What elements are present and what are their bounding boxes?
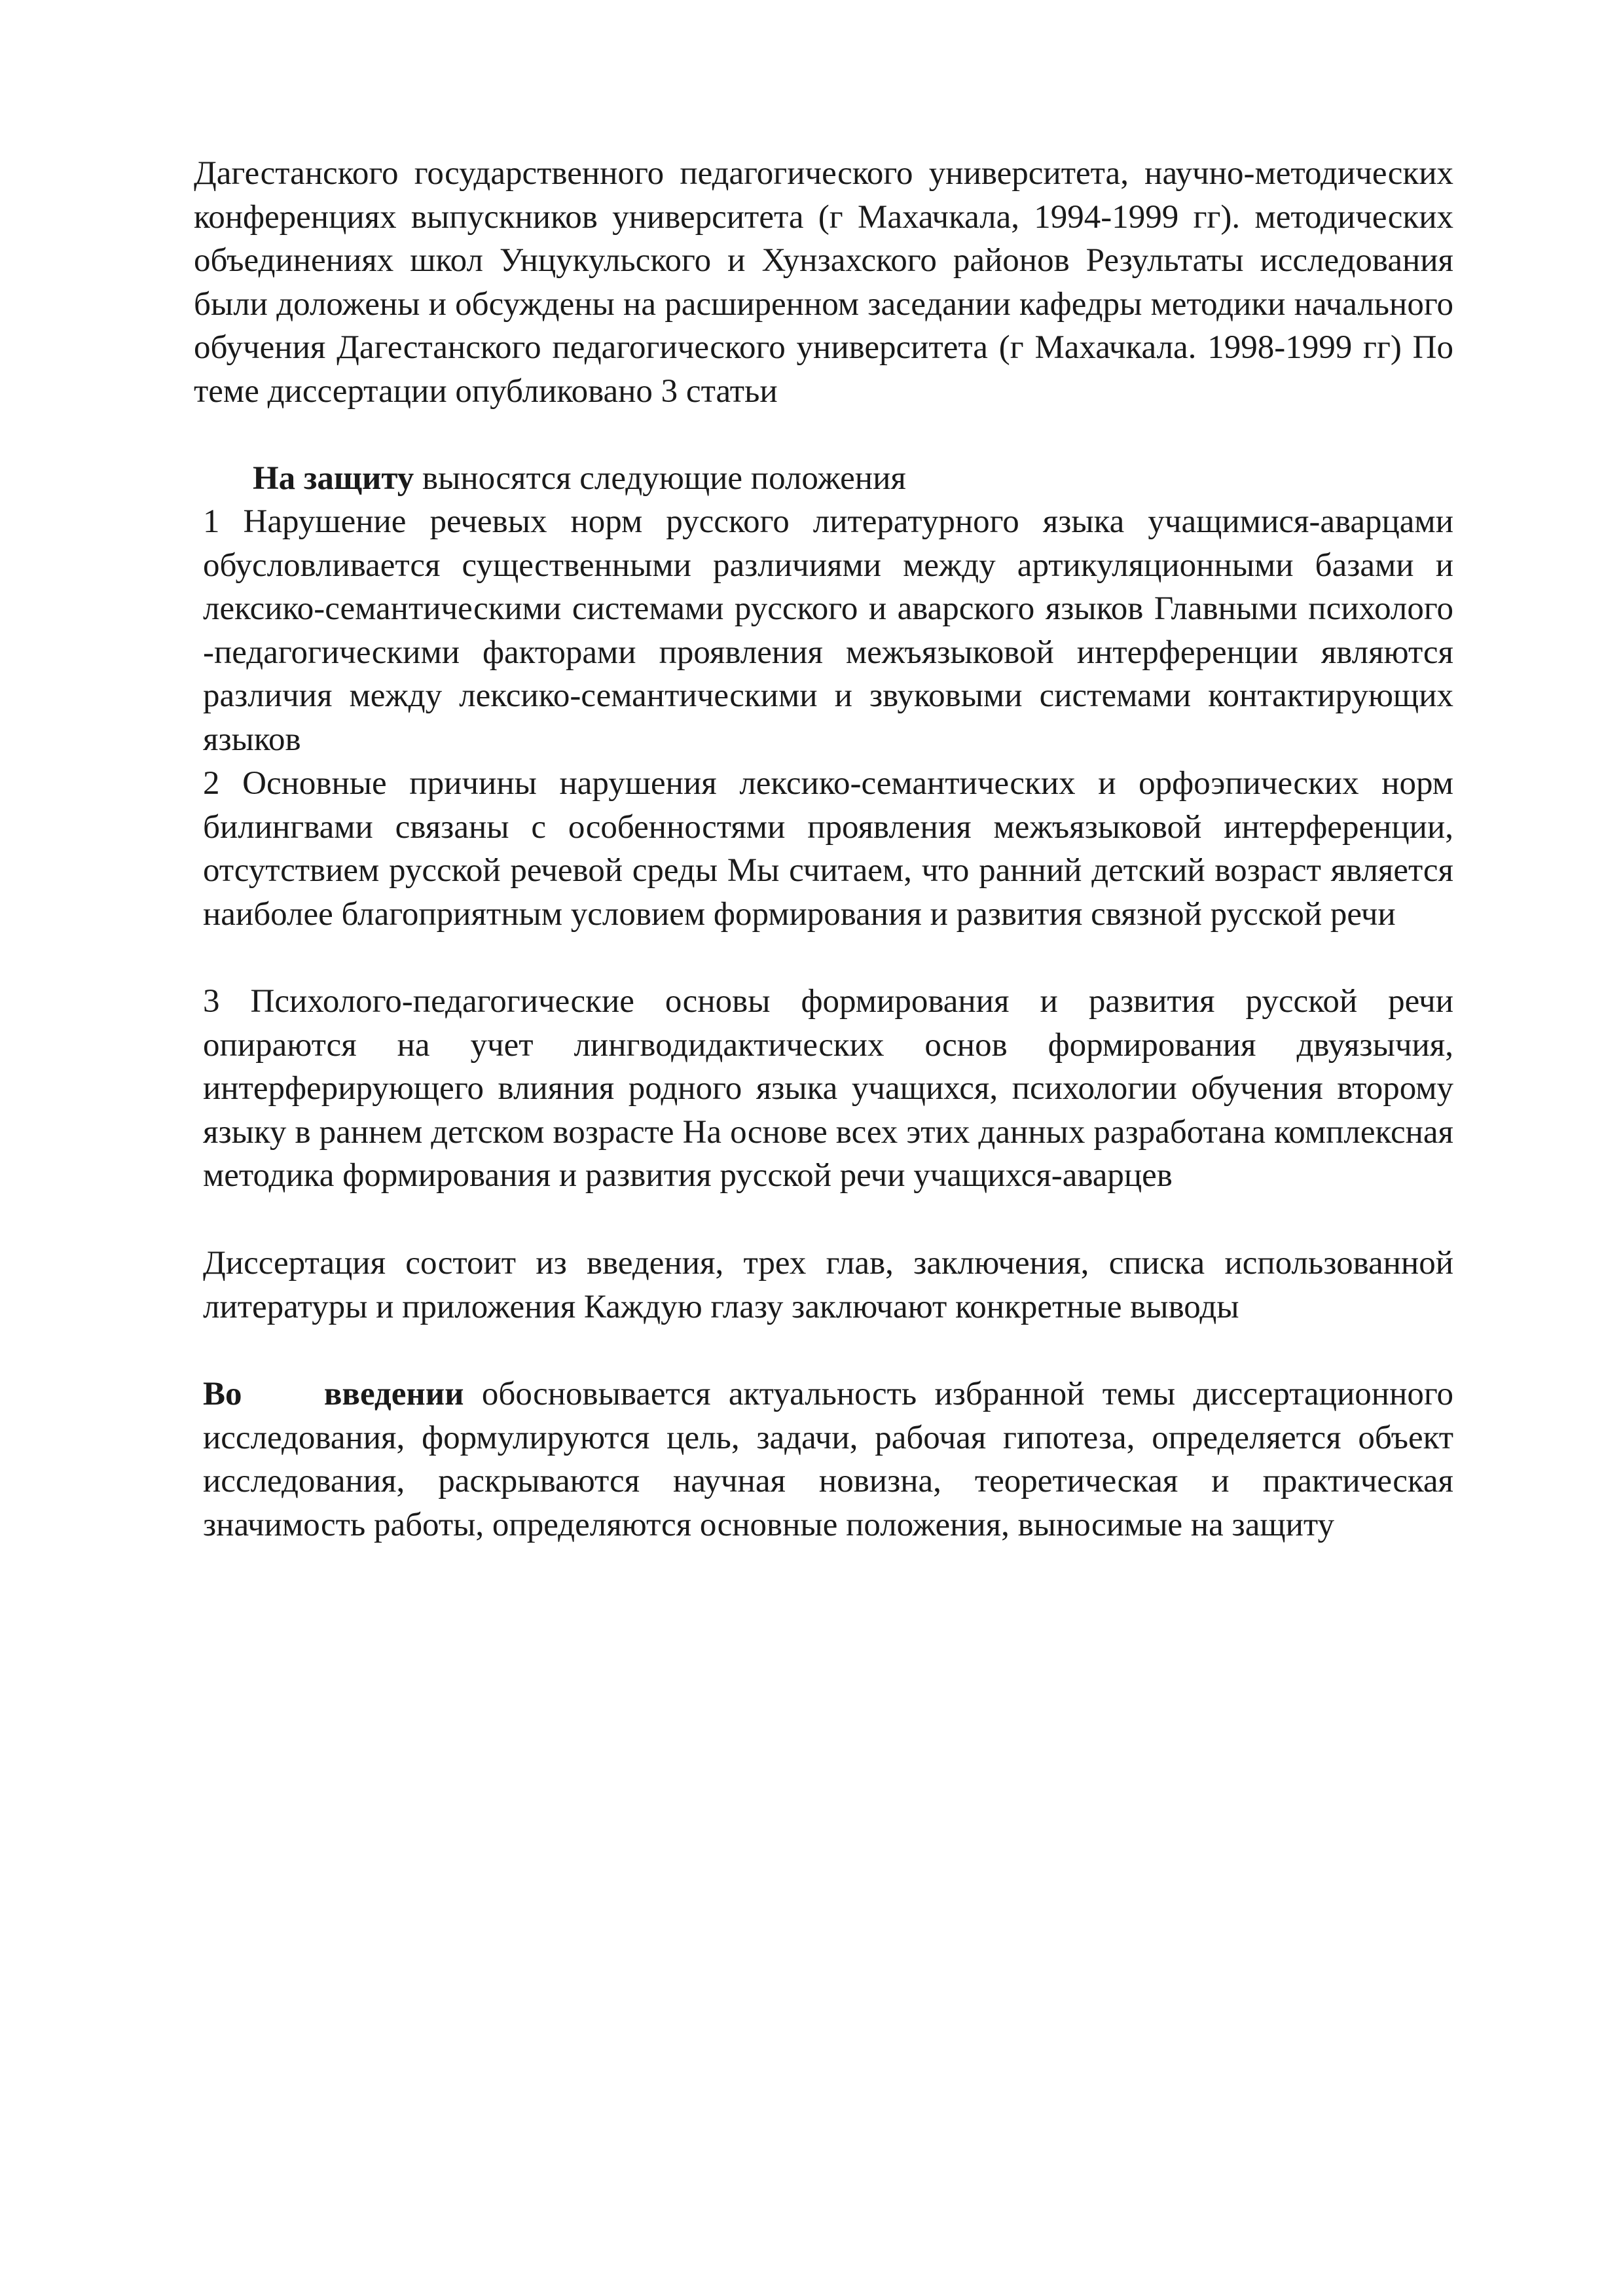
defense-heading [253, 457, 1453, 501]
defense-point-2: 2 Основные причины нарушения лексико-семантических и орфоэпических норм билингвами связаны с особенностями проявления межъязыковой интерференции, отсутствием русской речевой среды Мы считаем, что ранний детский возраст является наиболее благоприятным условием формирования и развития связной русской речи [203, 765, 1453, 933]
introduction-rest: обосновывается актуальность избранной темы диссертационного исследования, формулируются цель, задачи, рабочая гипотеза, определяется объект исследования, раскрываются научная новизна, теоретическая и практическая значимость работы, определяются основные положения, выносимые на защиту [203, 1376, 1454, 1543]
paragraph-structure: Диссертация состоит из введения, трех глав, заключения, списка использованной литературы и приложения Каждую глазу заключают конкретные выводы [203, 1245, 1453, 1325]
defense-point-3: 3 Психолого-педагогические основы формирования и развития русской речи опираются на учет лингводидактических основ формирования двуязычия, интерферирующего влияния родного языка учащихся, психологии обучения второму языку в раннем детском возрасте На основе всех этих данных разработана комплексная методика формирования и развития русской речи учащихся-аварцев [203, 983, 1453, 1194]
introduction-bold: Во введении [203, 1376, 464, 1412]
defense-heading-bold: На защиту [253, 460, 414, 497]
defense-heading-rest: выносятся следующие положения [414, 460, 906, 497]
paragraph-introduction [203, 1372, 1453, 1547]
defense-point-1: 1 Нарушение речевых норм русского литературного языка учащимися-аварцами обусловливается существенными различиями между артикуляционными базами и лексико-семантическими системами русского и аварского языков Главными психолого -педагогическими факторами проявления межъязыковой интерференции являются различия между лексико-семантическими и звуковыми системами контактирующих языков [203, 503, 1453, 758]
paragraph-approbation: Дагестанского государственного педагогического университета, научно-методических конференциях выпускников университета (г Махачкала, 1994-1999 гг). методических объединениях школ Унцукульского и Хунзахского районов Результаты исследования были доложены и обсуждены на расширенном заседании кафедры методики начального обучения Дагестанского педагогического университета (г Махачкала. 1998-1999 гг) По теме диссертации опубликовано 3 статьи [194, 155, 1453, 410]
